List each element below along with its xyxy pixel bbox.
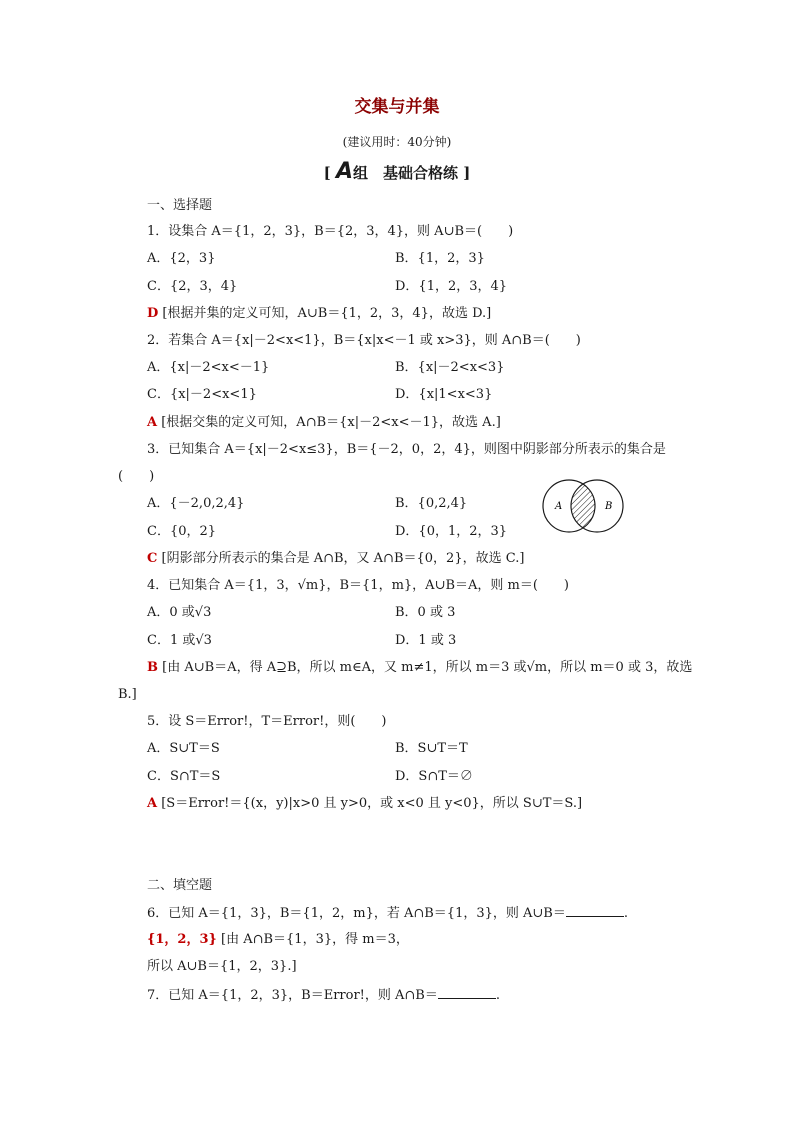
q1-stem: 1．设集合 A＝{1，2，3}，B＝{2，3，4}，则 A∪B＝( ) <box>147 224 514 239</box>
q2-option-a: A．{x|－2<x<－1} <box>147 360 270 375</box>
q3-answer-letter: C <box>147 551 158 566</box>
q5-explanation: [S＝Error!＝{(x，y)|x>0 且 y>0，或 x<0 且 y<0}，所以 S∪T＝S.] <box>161 796 583 811</box>
group-letter: A <box>335 159 353 184</box>
q6-answer-value: {1，2，3} <box>147 932 217 947</box>
q1-option-d: D．{1，2，3，4} <box>395 279 508 294</box>
group-bracket-open: [ <box>323 164 331 182</box>
q3-answer <box>147 550 524 568</box>
q3-stem-cont: ( ) <box>118 469 155 484</box>
q1-option-c: C．{2，3，4} <box>147 279 238 294</box>
venn-label-a: A <box>555 501 563 512</box>
q6-stem-end: . <box>623 906 628 921</box>
q4-option-a: A．0 或√3 <box>147 605 212 620</box>
q6-stem: 6．已知 A＝{1，3}，B＝{1，2，m}，若 A∩B＝{1，3}，则 A∪B＝ <box>147 906 566 921</box>
q7-answer-blank <box>438 986 496 999</box>
q6-explanation-cont: 所以 A∪B＝{1，2，3}.] <box>147 959 297 974</box>
venn-diagram <box>541 478 627 536</box>
suggested-time: (建议用时：40分钟) <box>342 135 452 149</box>
q7-stem-end: . <box>495 988 500 1003</box>
q5-option-a: A．S∪T＝S <box>147 741 220 756</box>
q3-option-c: C．{0，2} <box>147 524 217 539</box>
q4-option-b: B．0 或 3 <box>395 605 456 620</box>
q1-option-a: A．{2，3} <box>147 251 216 266</box>
page-title: 交集与并集 <box>354 97 440 117</box>
q4-option-c: C．1 或√3 <box>147 633 212 648</box>
q4-answer-letter: B <box>147 660 158 675</box>
section-choice-heading: 一、选择题 <box>147 198 213 213</box>
q2-option-d: D．{x|1<x<3} <box>395 387 493 402</box>
q3-option-d: D．{0，1，2，3} <box>395 524 508 539</box>
q2-answer-letter: A <box>147 415 158 430</box>
q3-explanation: [阴影部分所表示的集合是 A∩B，又 A∩B＝{0，2}，故选 C.] <box>161 551 525 566</box>
q4-stem: 4．已知集合 A＝{1，3，√m}，B＝{1，m}，A∪B＝A，则 m＝( ) <box>147 578 570 593</box>
q1-explanation: [根据并集的定义可知，A∪B＝{1，2，3，4}，故选 D.] <box>162 306 492 321</box>
q4-answer <box>147 659 692 677</box>
group-label: 组 基础合格练 <box>353 164 459 182</box>
q3-stem: 3．已知集合 A＝{x|－2<x≤3}，B＝{－2，0，2，4}，则图中阴影部分所表示的集合是 <box>147 442 666 457</box>
q4-explanation: [由 A∪B＝A，得 A⊇B，所以 m∈A，又 m≠1，所以 m＝3 或√m，所以 m＝0 或 3，故选 <box>162 660 693 675</box>
q4-explanation-cont: B.] <box>118 687 137 702</box>
q2-stem: 2．若集合 A＝{x|－2<x<1}，B＝{x|x<－1 或 x>3}，则 A∩B＝( ) <box>147 333 581 348</box>
q6-stem-line <box>147 904 628 923</box>
q2-explanation: [根据交集的定义可知，A∩B＝{x|－2<x<－1}，故选 A.] <box>161 415 501 430</box>
q5-answer <box>147 795 582 813</box>
q5-option-d: D．S∩T＝∅ <box>395 769 473 784</box>
q5-option-b: B．S∪T＝T <box>395 741 468 756</box>
q1-answer-letter: D <box>147 306 159 321</box>
q3-option-a: A．{－2,0,2,4} <box>147 496 245 511</box>
q2-answer <box>147 414 501 432</box>
q2-option-b: B．{x|－2<x<3} <box>395 360 505 375</box>
q5-stem: 5．设 S＝Error!，T＝Error!，则( ) <box>147 714 387 729</box>
q6-explanation: [由 A∩B＝{1，3}，得 m＝3， <box>221 932 409 947</box>
q7-stem: 7．已知 A＝{1，2，3}，B＝Error!，则 A∩B＝ <box>147 988 438 1003</box>
group-bracket-close: ] <box>463 164 471 182</box>
q5-answer-letter: A <box>147 796 158 811</box>
q6-answer-blank <box>566 904 624 917</box>
q7-stem-line <box>147 986 500 1005</box>
q1-option-b: B．{1，2，3} <box>395 251 485 266</box>
group-heading <box>0 159 794 184</box>
q4-option-d: D．1 或 3 <box>395 633 457 648</box>
q5-option-c: C．S∩T＝S <box>147 769 221 784</box>
q6-answer <box>147 931 409 949</box>
q3-option-b: B．{0,2,4} <box>395 496 468 511</box>
section-fill-heading: 二、填空题 <box>147 878 213 893</box>
q1-answer <box>147 305 491 323</box>
venn-label-b: B <box>605 501 613 512</box>
q2-option-c: C．{x|－2<x<1} <box>147 387 257 402</box>
